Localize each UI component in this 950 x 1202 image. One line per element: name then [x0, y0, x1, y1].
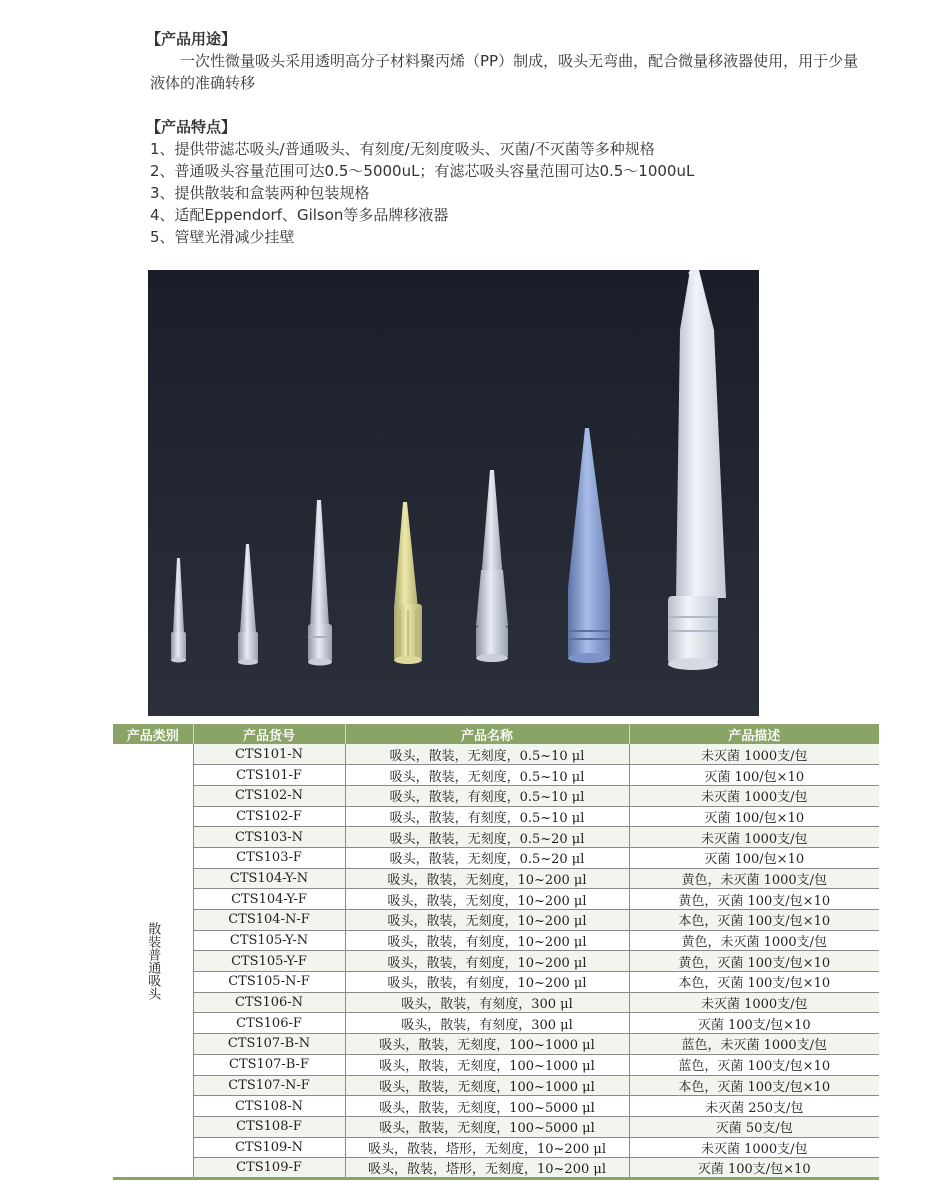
code-cell: CTS105-Y-N — [193, 930, 345, 951]
usage-heading: 【产品用途】 — [146, 30, 237, 48]
header-code: 产品货号 — [193, 724, 345, 744]
code-cell: CTS104-Y-F — [193, 889, 345, 910]
name-cell: 吸头，散装，无刻度，0.5~20 μl — [345, 847, 629, 868]
desc-cell: 本色，灭菌 100支/包×10 — [629, 910, 879, 931]
feature-item: 3、提供散装和盒装两种包装规格 — [150, 184, 370, 202]
code-cell: CTS104-N-F — [193, 910, 345, 931]
category-cell: 散装普通吸头 — [113, 744, 193, 1179]
name-cell: 吸头，散装，无刻度，10~200 μl — [345, 889, 629, 910]
desc-cell: 本色，灭菌 100支/包×10 — [629, 972, 879, 993]
table-row — [113, 1075, 879, 1096]
table-row — [113, 765, 879, 786]
name-cell: 吸头，散装，塔形，无刻度，10~200 μl — [345, 1158, 629, 1179]
table-row — [113, 910, 879, 931]
code-cell: CTS101-F — [193, 765, 345, 786]
name-cell: 吸头，散装，有刻度，10~200 μl — [345, 951, 629, 972]
table-row — [113, 827, 879, 848]
code-cell: CTS106-F — [193, 1013, 345, 1034]
table-header-row — [113, 724, 879, 744]
table-row — [113, 744, 879, 765]
usage-section — [146, 28, 870, 94]
desc-cell: 黄色，灭菌 100支/包×10 — [629, 951, 879, 972]
table-row — [113, 1158, 879, 1179]
name-cell: 吸头，散装，无刻度，0.5~20 μl — [345, 827, 629, 848]
feature-item: 5、管壁光滑减少挂壁 — [150, 228, 295, 246]
desc-cell: 未灭菌 1000支/包 — [629, 744, 879, 765]
table-row — [113, 847, 879, 868]
header-name: 产品名称 — [345, 724, 629, 744]
table-row — [113, 1054, 879, 1075]
table-row — [113, 1116, 879, 1137]
desc-cell: 未灭菌 1000支/包 — [629, 785, 879, 806]
code-cell: CTS109-F — [193, 1158, 345, 1179]
code-cell: CTS109-N — [193, 1137, 345, 1158]
name-cell: 吸头，散装，无刻度，100~5000 μl — [345, 1116, 629, 1137]
desc-cell: 灭菌 100/包×10 — [629, 847, 879, 868]
features-section — [146, 116, 870, 248]
table-row — [113, 1013, 879, 1034]
name-cell: 吸头，散装，有刻度，0.5~10 μl — [345, 785, 629, 806]
table-row — [113, 930, 879, 951]
pipette-tips-photo — [148, 270, 759, 716]
code-cell: CTS107-B-N — [193, 1034, 345, 1055]
code-cell: CTS102-N — [193, 785, 345, 806]
desc-cell: 未灭菌 1000支/包 — [629, 992, 879, 1013]
code-cell: CTS103-N — [193, 827, 345, 848]
name-cell: 吸头，散装，有刻度，300 μl — [345, 992, 629, 1013]
desc-cell: 未灭菌 1000支/包 — [629, 827, 879, 848]
code-cell: CTS107-N-F — [193, 1075, 345, 1096]
desc-cell: 灭菌 100支/包×10 — [629, 1013, 879, 1034]
desc-cell: 未灭菌 1000支/包 — [629, 1137, 879, 1158]
desc-cell: 蓝色，未灭菌 1000支/包 — [629, 1034, 879, 1055]
desc-cell: 黄色，灭菌 100支/包×10 — [629, 889, 879, 910]
product-table-wrap — [113, 724, 879, 1180]
name-cell: 吸头，散装，无刻度，100~1000 μl — [345, 1054, 629, 1075]
code-cell: CTS105-N-F — [193, 972, 345, 993]
table-row — [113, 1096, 879, 1117]
name-cell: 吸头，散装，有刻度，10~200 μl — [345, 972, 629, 993]
feature-item: 1、提供带滤芯吸头/普通吸头、有刻度/无刻度吸头、灭菌/不灭菌等多种规格 — [150, 140, 655, 158]
desc-cell: 灭菌 100/包×10 — [629, 765, 879, 786]
name-cell: 吸头，散装，无刻度，10~200 μl — [345, 868, 629, 889]
desc-cell: 未灭菌 250支/包 — [629, 1096, 879, 1117]
name-cell: 吸头，散装，有刻度，0.5~10 μl — [345, 806, 629, 827]
header-desc: 产品描述 — [629, 724, 879, 744]
code-cell: CTS106-N — [193, 992, 345, 1013]
desc-cell: 蓝色，灭菌 100支/包×10 — [629, 1054, 879, 1075]
code-cell: CTS102-F — [193, 806, 345, 827]
feature-item: 2、普通吸头容量范围可达0.5～5000uL；有滤芯吸头容量范围可达0.5～1000uL — [150, 162, 695, 180]
table-row — [113, 1137, 879, 1158]
name-cell: 吸头，散装，无刻度，100~1000 μl — [345, 1034, 629, 1055]
table-row — [113, 806, 879, 827]
feature-item: 4、适配Eppendorf、Gilson等多品牌移液器 — [150, 206, 449, 224]
code-cell: CTS108-F — [193, 1116, 345, 1137]
desc-cell: 本色，灭菌 100支/包×10 — [629, 1075, 879, 1096]
code-cell: CTS107-B-F — [193, 1054, 345, 1075]
table-row — [113, 992, 879, 1013]
name-cell: 吸头，散装，无刻度，100~1000 μl — [345, 1075, 629, 1096]
name-cell: 吸头，散装，有刻度，10~200 μl — [345, 930, 629, 951]
table-row — [113, 972, 879, 993]
table-row — [113, 889, 879, 910]
table-row — [113, 1034, 879, 1055]
name-cell: 吸头，散装，无刻度，0.5~10 μl — [345, 744, 629, 765]
code-cell: CTS104-Y-N — [193, 868, 345, 889]
features-heading: 【产品特点】 — [146, 118, 237, 136]
header-category: 产品类别 — [113, 724, 193, 744]
desc-cell: 灭菌 100支/包×10 — [629, 1158, 879, 1179]
code-cell: CTS108-N — [193, 1096, 345, 1117]
desc-cell: 灭菌 100/包×10 — [629, 806, 879, 827]
code-cell: CTS101-N — [193, 744, 345, 765]
desc-cell: 灭菌 50支/包 — [629, 1116, 879, 1137]
table-row — [113, 785, 879, 806]
desc-cell: 黄色，未灭菌 1000支/包 — [629, 868, 879, 889]
usage-text: 一次性微量吸头采用透明高分子材料聚丙烯（PP）制成，吸头无弯曲，配合微量移液器使用，用于少量液体的准确转移 — [150, 52, 859, 92]
name-cell: 吸头，散装，无刻度，100~5000 μl — [345, 1096, 629, 1117]
desc-cell: 黄色，未灭菌 1000支/包 — [629, 930, 879, 951]
code-cell: CTS105-Y-F — [193, 951, 345, 972]
table-row — [113, 868, 879, 889]
code-cell: CTS103-F — [193, 847, 345, 868]
name-cell: 吸头，散装，有刻度，300 μl — [345, 1013, 629, 1034]
name-cell: 吸头，散装，无刻度，0.5~10 μl — [345, 765, 629, 786]
name-cell: 吸头，散装，塔形，无刻度，10~200 μl — [345, 1137, 629, 1158]
product-table — [113, 724, 879, 1180]
name-cell: 吸头，散装，无刻度，10~200 μl — [345, 910, 629, 931]
table-row — [113, 951, 879, 972]
